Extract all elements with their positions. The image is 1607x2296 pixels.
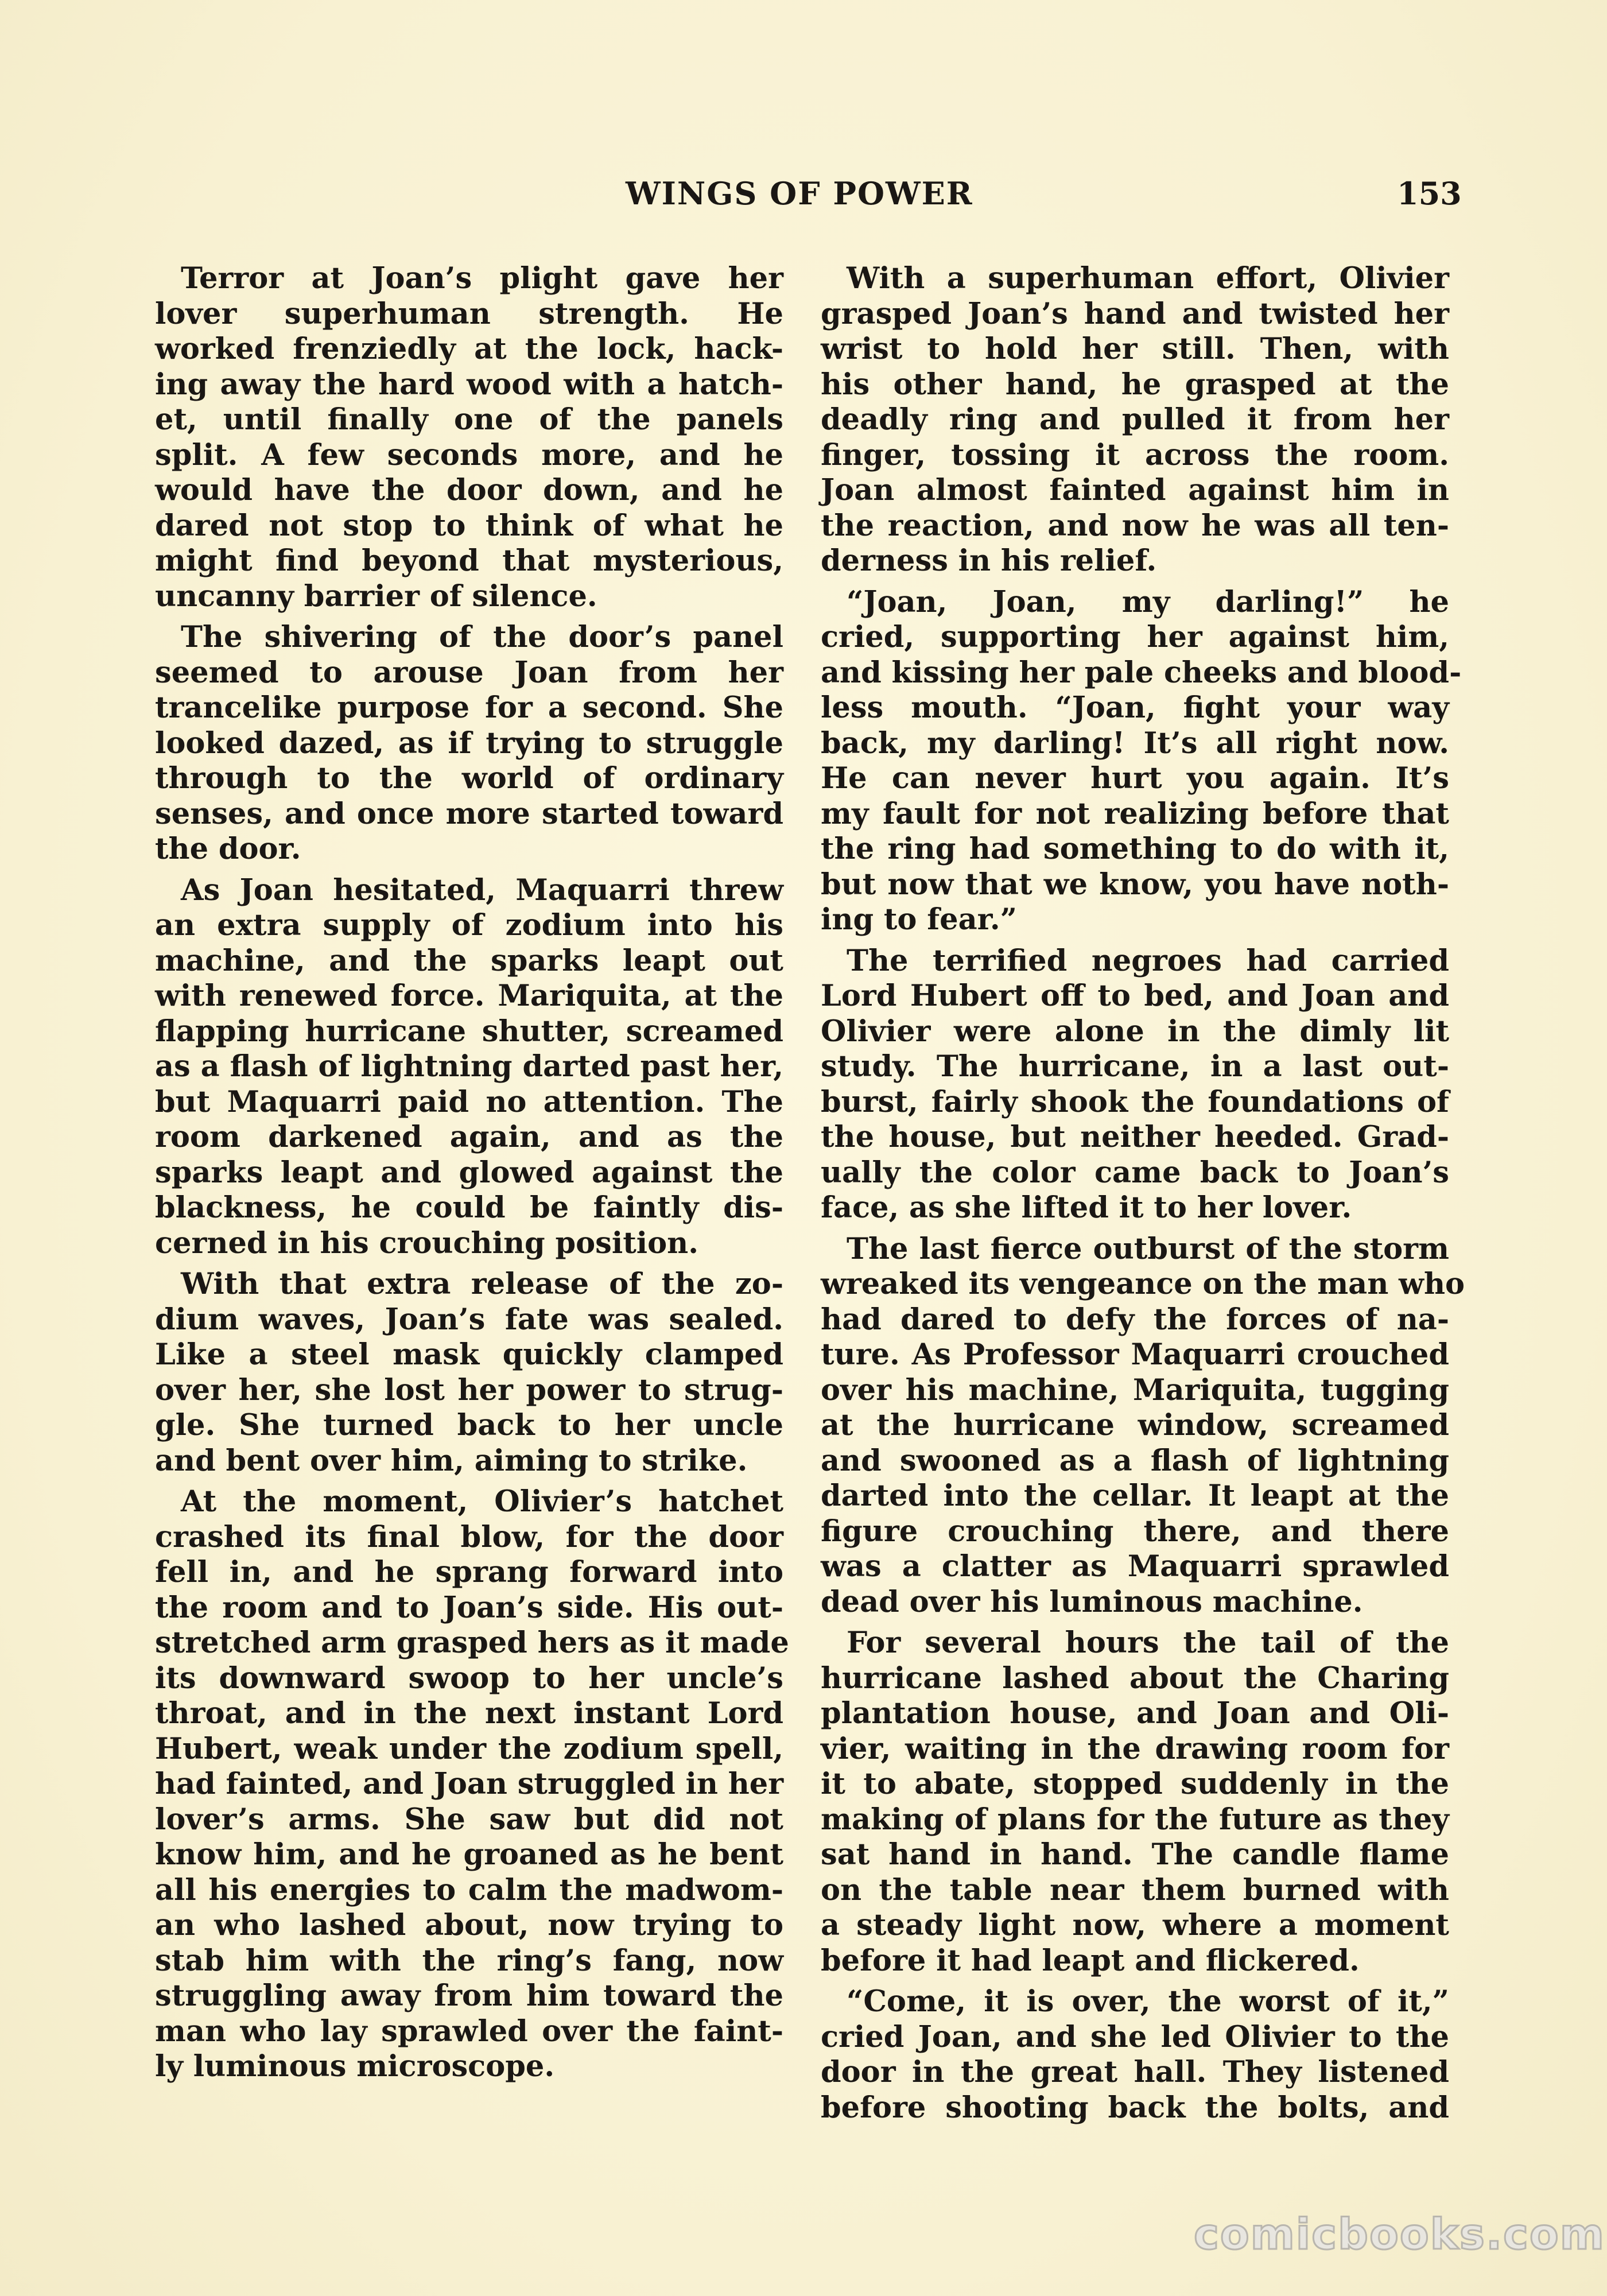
text-line: dared not stop to think of what he — [155, 508, 783, 543]
text-line: gle. She turned back to her uncle — [155, 1408, 783, 1442]
text-line: an extra supply of zodium into his — [155, 908, 783, 943]
text-line: Lord Hubert off to bed, and Joan and — [821, 979, 1449, 1013]
text-line: wreaked its vengeance on the man who — [821, 1267, 1465, 1301]
paragraph — [155, 620, 783, 867]
text-line: struggling away from him toward the — [155, 1979, 783, 2013]
paragraph — [155, 1484, 789, 2085]
text-line: on the table near them burned with — [821, 1872, 1449, 1907]
text-line: ing to fear.” — [821, 902, 1017, 937]
text-line: at the hurricane window, screamed — [821, 1408, 1449, 1442]
text-line: but now that we know, you have noth- — [821, 867, 1449, 902]
text-line: sat hand in hand. The candle flame — [821, 1837, 1449, 1872]
text-line: ly luminous microscope. — [155, 2049, 555, 2084]
text-line: door in the great hall. They listened — [821, 2055, 1449, 2089]
text-line: flapping hurricane shutter, screamed — [155, 1014, 783, 1049]
text-line: would have the door down, and he — [155, 473, 783, 507]
text-line: less mouth. “Joan, fight your way — [821, 691, 1449, 725]
text-line: the door. — [155, 832, 301, 866]
text-line: He can never hurt you again. It’s — [821, 761, 1449, 796]
text-line: ture. As Professor Maquarri crouched — [821, 1337, 1449, 1372]
text-line: The shivering of the door’s panel — [181, 620, 783, 654]
paragraph — [821, 1231, 1465, 1620]
paragraph — [821, 1984, 1449, 2126]
text-line: cerned in his crouching position. — [155, 1225, 699, 1261]
text-line: had dared to defy the forces of na- — [821, 1302, 1449, 1337]
text-line: Hubert, weak under the zodium spell, — [155, 1731, 783, 1766]
text-line: all his energies to calm the madwom- — [155, 1872, 783, 1907]
text-line: it to abate, stopped suddenly in the — [821, 1767, 1449, 1801]
text-line: hurricane lashed about the Charing — [821, 1661, 1449, 1696]
text-line: its downward swoop to her uncle’s — [155, 1661, 783, 1696]
text-line: lover’s arms. She saw but did not — [155, 1802, 783, 1837]
right-column — [821, 261, 1465, 2131]
text-line: deadly ring and pulled it from her — [821, 402, 1449, 437]
paragraph — [821, 944, 1449, 1226]
text-line: might find beyond that mysterious, — [155, 544, 783, 578]
text-line: sparks leapt and glowed against the — [155, 1155, 783, 1190]
paragraph — [821, 584, 1462, 938]
paragraph — [155, 873, 783, 1262]
text-line: At the moment, Olivier’s hatchet — [181, 1484, 783, 1519]
text-line: uncanny barrier of silence. — [155, 579, 597, 614]
text-line: lover superhuman strength. He — [155, 296, 783, 331]
text-line: seemed to arouse Joan from her — [155, 655, 783, 690]
text-line: with renewed force. Mariquita, at the — [155, 979, 783, 1013]
text-line: over her, she lost her power to strug- — [155, 1372, 783, 1407]
text-line: grasped Joan’s hand and twisted her — [821, 296, 1449, 331]
text-line: et, until finally one of the panels — [155, 402, 783, 437]
text-line: crashed its final blow, for the door — [155, 1519, 783, 1554]
text-line: “Joan, Joan, my darling!” he — [847, 584, 1449, 619]
text-line: an who lashed about, now trying to — [155, 1908, 783, 1942]
text-line: burst, fairly shook the foundations of — [821, 1084, 1449, 1119]
text-line: With a superhuman effort, Olivier — [847, 261, 1449, 296]
text-line: plantation house, and Joan and Oli- — [821, 1696, 1449, 1731]
text-line: study. The hurricane, in a last out- — [821, 1049, 1449, 1084]
text-line: cried, supporting her against him, — [821, 620, 1449, 654]
text-line: the room and to Joan’s side. His out- — [155, 1590, 783, 1625]
running-title: WINGS OF POWER — [626, 175, 973, 212]
text-line: over his machine, Mariquita, tugging — [821, 1372, 1449, 1407]
text-line: the ring had something to do with it, — [821, 832, 1449, 866]
text-line: throat, and in the next instant Lord — [155, 1696, 783, 1731]
text-line: senses, and once more started toward — [155, 796, 783, 831]
text-line: ing away the hard wood with a hatch- — [155, 367, 783, 402]
text-line: As Joan hesitated, Maquarri threw — [181, 872, 783, 907]
text-line: The last fierce outburst of the storm — [847, 1231, 1449, 1266]
text-line: his other hand, he grasped at the — [821, 367, 1449, 402]
text-line: a steady light now, where a moment — [821, 1908, 1449, 1942]
text-line: Terror at Joan’s plight gave her — [181, 261, 783, 296]
text-line: fell in, and he sprang forward into — [155, 1555, 783, 1589]
text-line: darted into the cellar. It leapt at the — [821, 1479, 1449, 1513]
text-line: stretched arm grasped hers as it made — [155, 1626, 789, 1660]
watermark-logo: comicbooks.com — [1194, 2210, 1605, 2259]
text-line: With that extra release of the zo- — [181, 1267, 783, 1301]
text-line: worked frenziedly at the lock, hack- — [155, 332, 783, 366]
text-line: before shooting back the bolts, and — [821, 2090, 1449, 2125]
text-line: wrist to hold her still. Then, with — [821, 332, 1449, 366]
text-line: face, as she lifted it to her lover. — [821, 1190, 1352, 1225]
text-line: dead over his luminous machine. — [821, 1584, 1363, 1619]
text-line: The terrified negroes had carried — [847, 943, 1449, 978]
paragraph — [155, 1267, 783, 1479]
text-line: had fainted, and Joan struggled in her — [155, 1767, 784, 1801]
text-line: “Come, it is over, the worst of it,” — [847, 1984, 1449, 2019]
text-line: and swooned as a flash of lightning — [821, 1443, 1449, 1478]
text-line: as a flash of lightning darted past her, — [155, 1049, 783, 1084]
text-line: vier, waiting in the drawing room for — [821, 1731, 1449, 1766]
text-line: Like a steel mask quickly clamped — [155, 1337, 783, 1372]
text-line: For several hours the tail of the — [847, 1626, 1449, 1660]
text-line: through to the world of ordinary — [155, 761, 783, 796]
text-line: looked dazed, as if trying to struggle — [155, 726, 783, 761]
text-line: the reaction, and now he was all ten- — [821, 508, 1449, 543]
text-line: but Maquarri paid no attention. The — [155, 1084, 783, 1119]
text-line: finger, tossing it across the room. — [821, 437, 1449, 472]
text-line: figure crouching there, and there — [821, 1514, 1449, 1549]
paragraph — [155, 261, 783, 614]
left-column — [155, 261, 789, 2091]
text-line: blackness, he could be faintly dis- — [155, 1190, 783, 1225]
text-line: ually the color came back to Joan’s — [821, 1155, 1449, 1190]
text-line: derness in his relief. — [821, 544, 1157, 578]
text-line: back, my darling! It’s all right now. — [821, 726, 1449, 761]
text-line: dium waves, Joan’s fate was sealed. — [155, 1302, 783, 1337]
page-number: 153 — [1397, 175, 1462, 212]
text-line: cried Joan, and she led Olivier to the — [821, 2019, 1449, 2054]
text-line: the house, but neither heeded. Grad- — [821, 1120, 1449, 1154]
text-line: and bent over him, aiming to strike. — [155, 1443, 748, 1478]
text-line: man who lay sprawled over the faint- — [155, 2014, 783, 2049]
text-line: was a clatter as Maquarri sprawled — [821, 1549, 1449, 1584]
text-line: before it had leapt and flickered. — [821, 1943, 1360, 1978]
text-line: trancelike purpose for a second. She — [155, 691, 783, 725]
text-line: making of plans for the future as they — [821, 1802, 1449, 1837]
text-line: Olivier were alone in the dimly lit — [821, 1014, 1449, 1049]
text-line: my fault for not realizing before that — [821, 796, 1449, 831]
text-line: Joan almost fainted against him in — [821, 473, 1449, 507]
text-line: know him, and he groaned as he bent — [155, 1837, 783, 1872]
text-line: split. A few seconds more, and he — [155, 437, 783, 472]
text-line: room darkened again, and as the — [155, 1120, 783, 1154]
text-line: machine, and the sparks leapt out — [155, 943, 783, 978]
text-line: and kissing her pale cheeks and blood- — [821, 655, 1462, 690]
paragraph — [821, 261, 1449, 579]
paragraph — [821, 1626, 1449, 1979]
text-line: stab him with the ring’s fang, now — [155, 1943, 783, 1978]
